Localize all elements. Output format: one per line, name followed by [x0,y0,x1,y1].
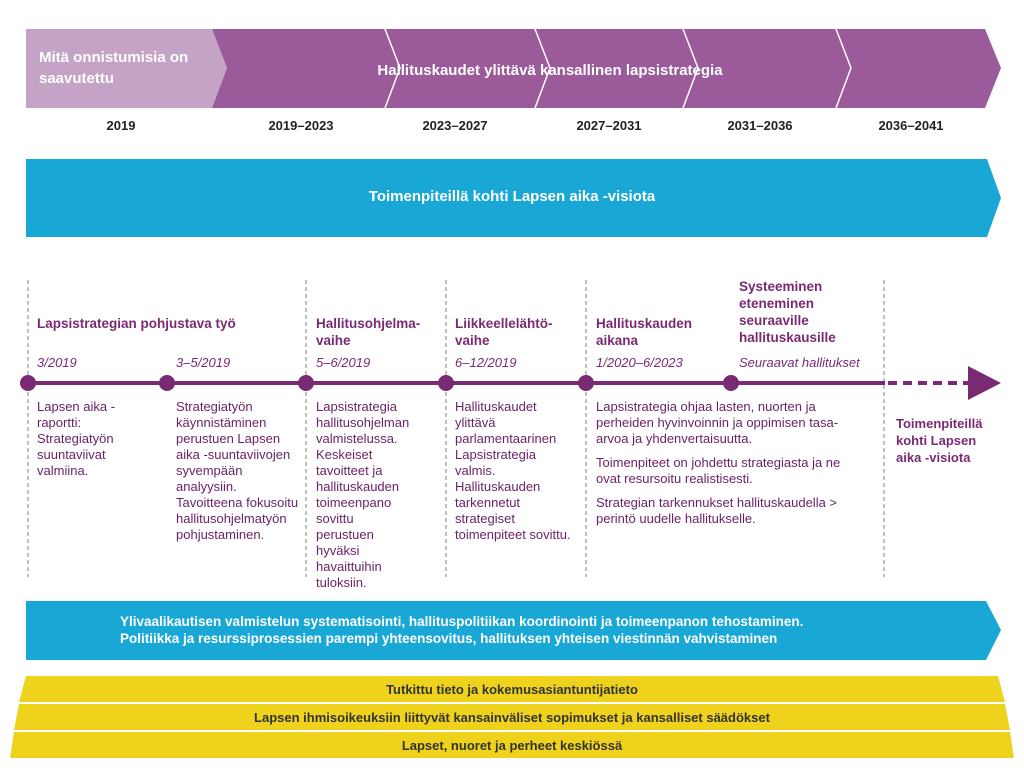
phase-date: 3–5/2019 [176,355,231,370]
foundation-label: Lapset, nuoret ja perheet keskiössä [401,738,623,753]
phase-description: Hallituskaudet ylittävä parlamentaarinen Lapsistrategia valmis. Hallituskauden tarkennetut strategiset toimenpiteet sovittu. [455,399,571,542]
phase-description: Strategian tarkennukset hallituskaudella > perintö uudelle hallitukselle. [596,495,838,526]
vision-band-label: Toimenpiteillä kohti Lapsen aika -visiota [368,188,656,205]
year-label: 2023–2027 [422,118,488,133]
phase-description: Lapsistrategia ohjaa lasten, nuorten ja perheiden hyvinvoinnin ja oppimisen tasa-arvoa ja yhdenvertaisuutta. [596,399,839,446]
phase-date: 1/2020–6/2023 [596,355,683,370]
year-label: 2036–2041 [878,118,944,133]
coordination-line-1: Ylivaalikautisen valmistelun systematisointi, hallituspolitiikan koordinointi ja toimeenpanon tehostaminen. [120,614,804,629]
coordination-text [120,613,980,647]
coordination-line-2: Politiikka ja resurssiprosessien parempi yhteensovitus, hallituksen yhteisen viestinnän vahvistaminen [120,631,778,646]
year-label: 2019 [106,118,136,133]
year-label: 2031–2036 [727,118,793,133]
goal-label: Toimenpiteillä kohti Lapsen aika -visiota [896,416,983,465]
timeline-arrowhead [968,366,1001,400]
header-chevron-period-5 [836,29,1001,108]
phase-description: Toimenpiteet on johdettu strategiasta ja ne ovat resursoitu realistisesti. [596,455,841,486]
phase-date: 5–6/2019 [316,355,371,370]
phase-title: Lapsistrategian pohjustava työ [37,316,236,331]
foundation-label: Tutkittu tieto ja kokemusasiantuntijatieto [386,682,638,697]
phase-description-group [596,399,866,535]
phase-description: Strategiatyön käynnistäminen perustuen Lapsen aika -suuntaviivojen syvempään analyysiin. Tavoitteena fokusoitu hallitusohjelmatyön pohjustaminen. [176,399,299,542]
year-label: 2019–2023 [268,118,334,133]
phase-title: Hallituskauden aikana [596,316,693,348]
phase-date: Seuraavat hallitukset [739,355,860,370]
phase-title: Systeeminen eteneminen seuraaville hallituskausille [739,279,836,345]
phase-date: 6–12/2019 [455,355,517,370]
phase-description: Lapsistrategia hallitusohjelman valmistelussa. Keskeiset tavoitteet ja hallituskauden toimeenpano sovittu perustuen hyväksi havaittuihin tuloksiin. [316,399,410,590]
strategy-label: Hallituskaudet ylittävä kansallinen lapsistrategia [377,62,723,79]
phase-title: Liikkeellelähtö-vaihe [455,316,553,348]
phase-description: Lapsen aika -raportti: Strategiatyön suuntaviivat valmiina. [37,399,116,478]
phase-date: 3/2019 [37,355,77,370]
phase-title: Hallitusohjelma-vaihe [316,316,421,348]
achievements-label: Mitä onnistumisia on saavutettu [39,49,189,87]
foundation-label: Lapsen ihmisoikeuksiin liittyvät kansainväliset sopimukset ja kansalliset säädökset [254,710,770,725]
year-label: 2027–2031 [576,118,642,133]
